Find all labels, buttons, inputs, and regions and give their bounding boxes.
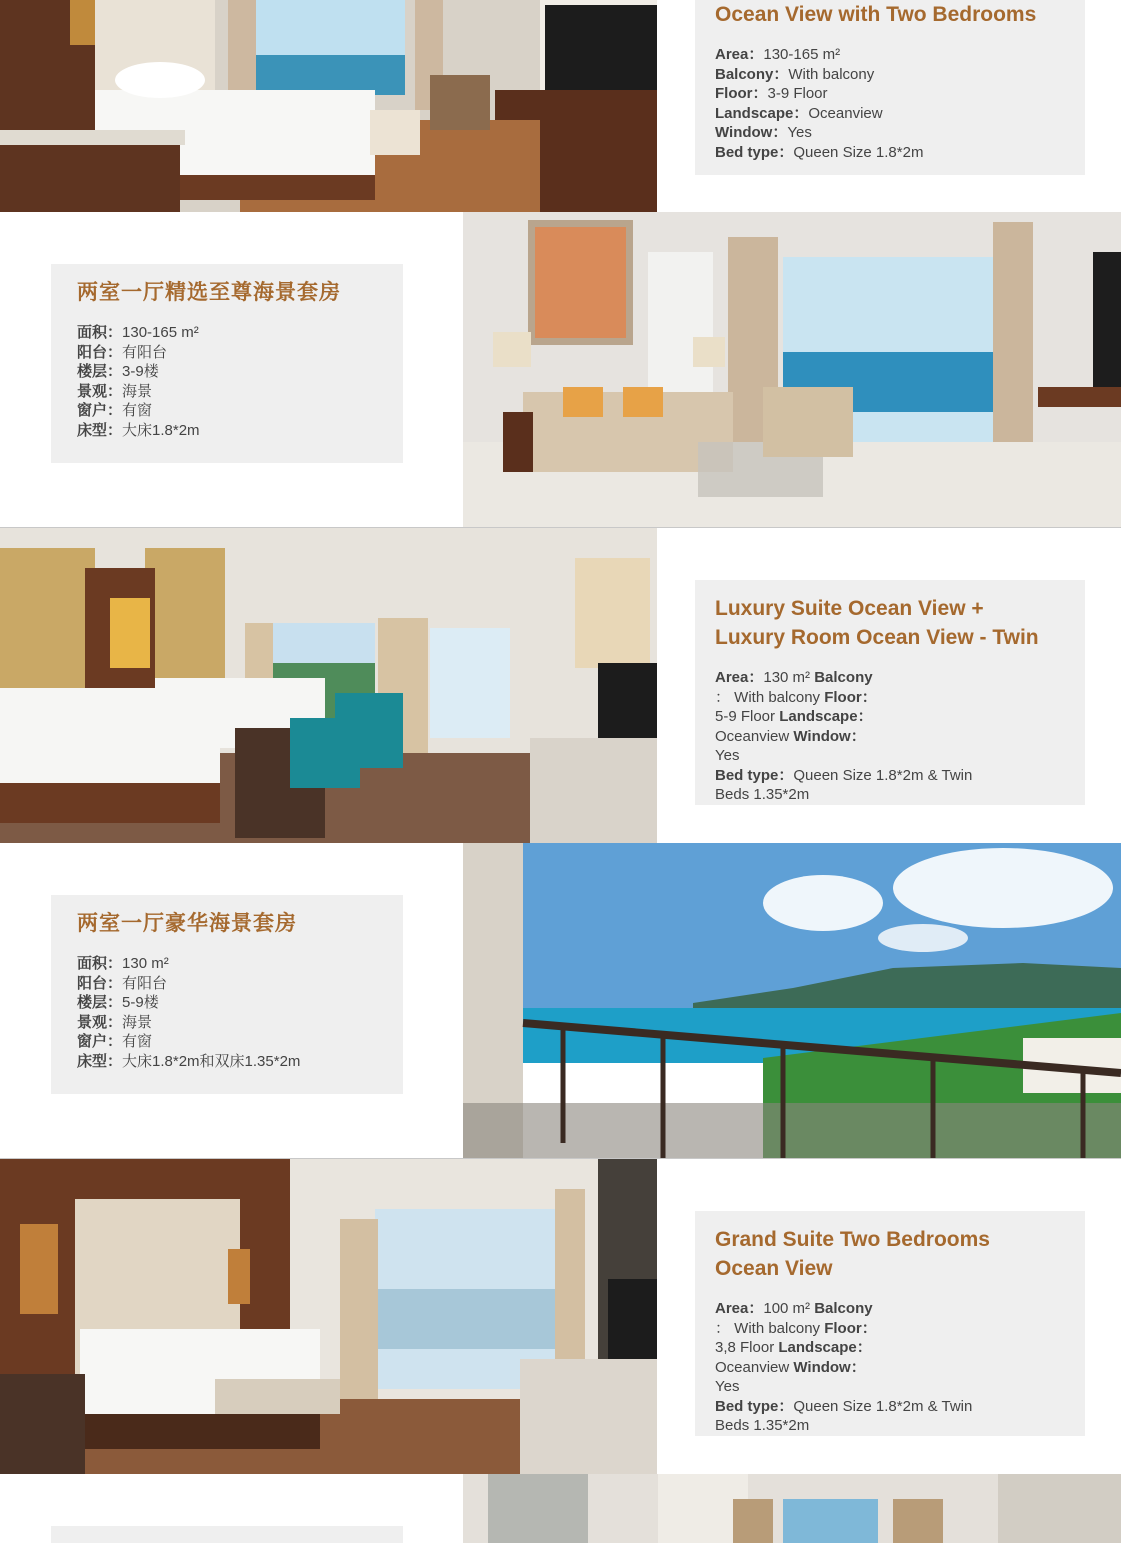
spec-bed-type: 床型：大床1.8*2m [77, 421, 200, 439]
spec-bed-type: Bed type：Queen Size 1.8*2m [715, 143, 924, 161]
spec-floor: Floor：3-9 Floor [715, 85, 828, 102]
room-info-card [695, 580, 1085, 805]
spec-landscape: Landscape：Oceanview [715, 104, 883, 122]
spec-window: 窗户：有窗 [77, 1033, 153, 1050]
bedroom-illustration [0, 0, 657, 212]
balcony-view-illustration [463, 843, 1121, 1158]
partial-room-illustration [463, 1474, 1121, 1543]
room-info-card-partial [51, 1526, 403, 1543]
room-title: 两室一厅豪华海景套房 [77, 912, 297, 935]
spec-window: 窗户：有窗 [77, 402, 153, 419]
room-title [715, 0, 1065, 29]
room-photo-twin-room [0, 528, 657, 843]
spec-line-2: ： With balcony Floor： [715, 1319, 877, 1337]
room-title [715, 1225, 1065, 1283]
spec-landscape: 景观：海景 [77, 382, 153, 400]
room-info-card [51, 895, 403, 1094]
spec-line-5: Yes [715, 1378, 740, 1395]
spec-line-4: Oceanview Window： [715, 727, 866, 745]
room-info-card [695, 1211, 1085, 1436]
spec-balcony: Balcony：With balcony [715, 65, 875, 83]
spec-balcony: 阳台：有阳台 [77, 974, 168, 992]
room-title-line-1: Luxury Suite Ocean View + [715, 597, 984, 620]
spec-line-3: 5-9 Floor Landscape： [715, 708, 873, 725]
spec-bed-type: 床型：大床1.8*2m和双床1.35*2m [77, 1052, 301, 1070]
room-title-line-2: Ocean View [715, 1257, 833, 1280]
spec-balcony: 阳台：有阳台 [77, 343, 168, 361]
spec-line-2: ： With balcony Floor： [715, 688, 877, 706]
spec-line-3: 3,8 Floor Landscape： [715, 1339, 872, 1356]
spec-line-7: Beds 1.35*2m [715, 1417, 810, 1434]
spec-window: Window：Yes [715, 124, 812, 141]
section-luxury-suite-twin [0, 528, 1121, 843]
spec-line-6: Bed type：Queen Size 1.8*2m & Twin [715, 766, 973, 784]
spec-line-1: Area：130 m² Balcony [715, 669, 873, 686]
twin-room-illustration [0, 528, 657, 843]
room-title-line-1: Ocean View with Two Bedrooms [715, 3, 1037, 26]
spec-landscape: 景观：海景 [77, 1013, 153, 1031]
spec-line-6: Bed type：Queen Size 1.8*2m & Twin [715, 1397, 973, 1415]
section-premium-suite-zh [0, 212, 1121, 527]
spec-floor: 楼层：5-9楼 [77, 994, 159, 1011]
section-ocean-two-bedroom [0, 0, 1121, 212]
room-title-line-2: Luxury Room Ocean View - Twin [715, 626, 1039, 649]
grand-bedroom-illustration [0, 1159, 657, 1474]
room-title-line-1: Grand Suite Two Bedrooms [715, 1228, 990, 1251]
spec-line-1: Area：100 m² Balcony [715, 1300, 873, 1317]
section-grand-suite [0, 1159, 1121, 1474]
room-photo-partial [463, 1474, 1121, 1543]
spec-area: 面积：130 m² [77, 955, 169, 972]
spec-line-5: Yes [715, 747, 740, 764]
room-photo-grand-bedroom [0, 1159, 657, 1474]
room-title [715, 594, 1065, 652]
room-photo-bedroom [0, 0, 657, 212]
spec-line-7: Beds 1.35*2m [715, 786, 810, 803]
room-photo-balcony-view [463, 843, 1121, 1158]
spec-floor: 楼层：3-9楼 [77, 363, 159, 380]
section-next-partial [0, 1474, 1121, 1543]
room-info-card [51, 264, 403, 463]
spec-area: Area：130-165 m² [715, 46, 841, 63]
spec-area: 面积：130-165 m² [77, 324, 199, 341]
living-room-illustration [463, 212, 1121, 527]
room-info-card [695, 0, 1085, 175]
spec-line-4: Oceanview Window： [715, 1358, 866, 1376]
room-title: 两室一厅精选至尊海景套房 [77, 281, 341, 304]
section-deluxe-suite-zh [0, 843, 1121, 1158]
room-photo-living-room [463, 212, 1121, 527]
